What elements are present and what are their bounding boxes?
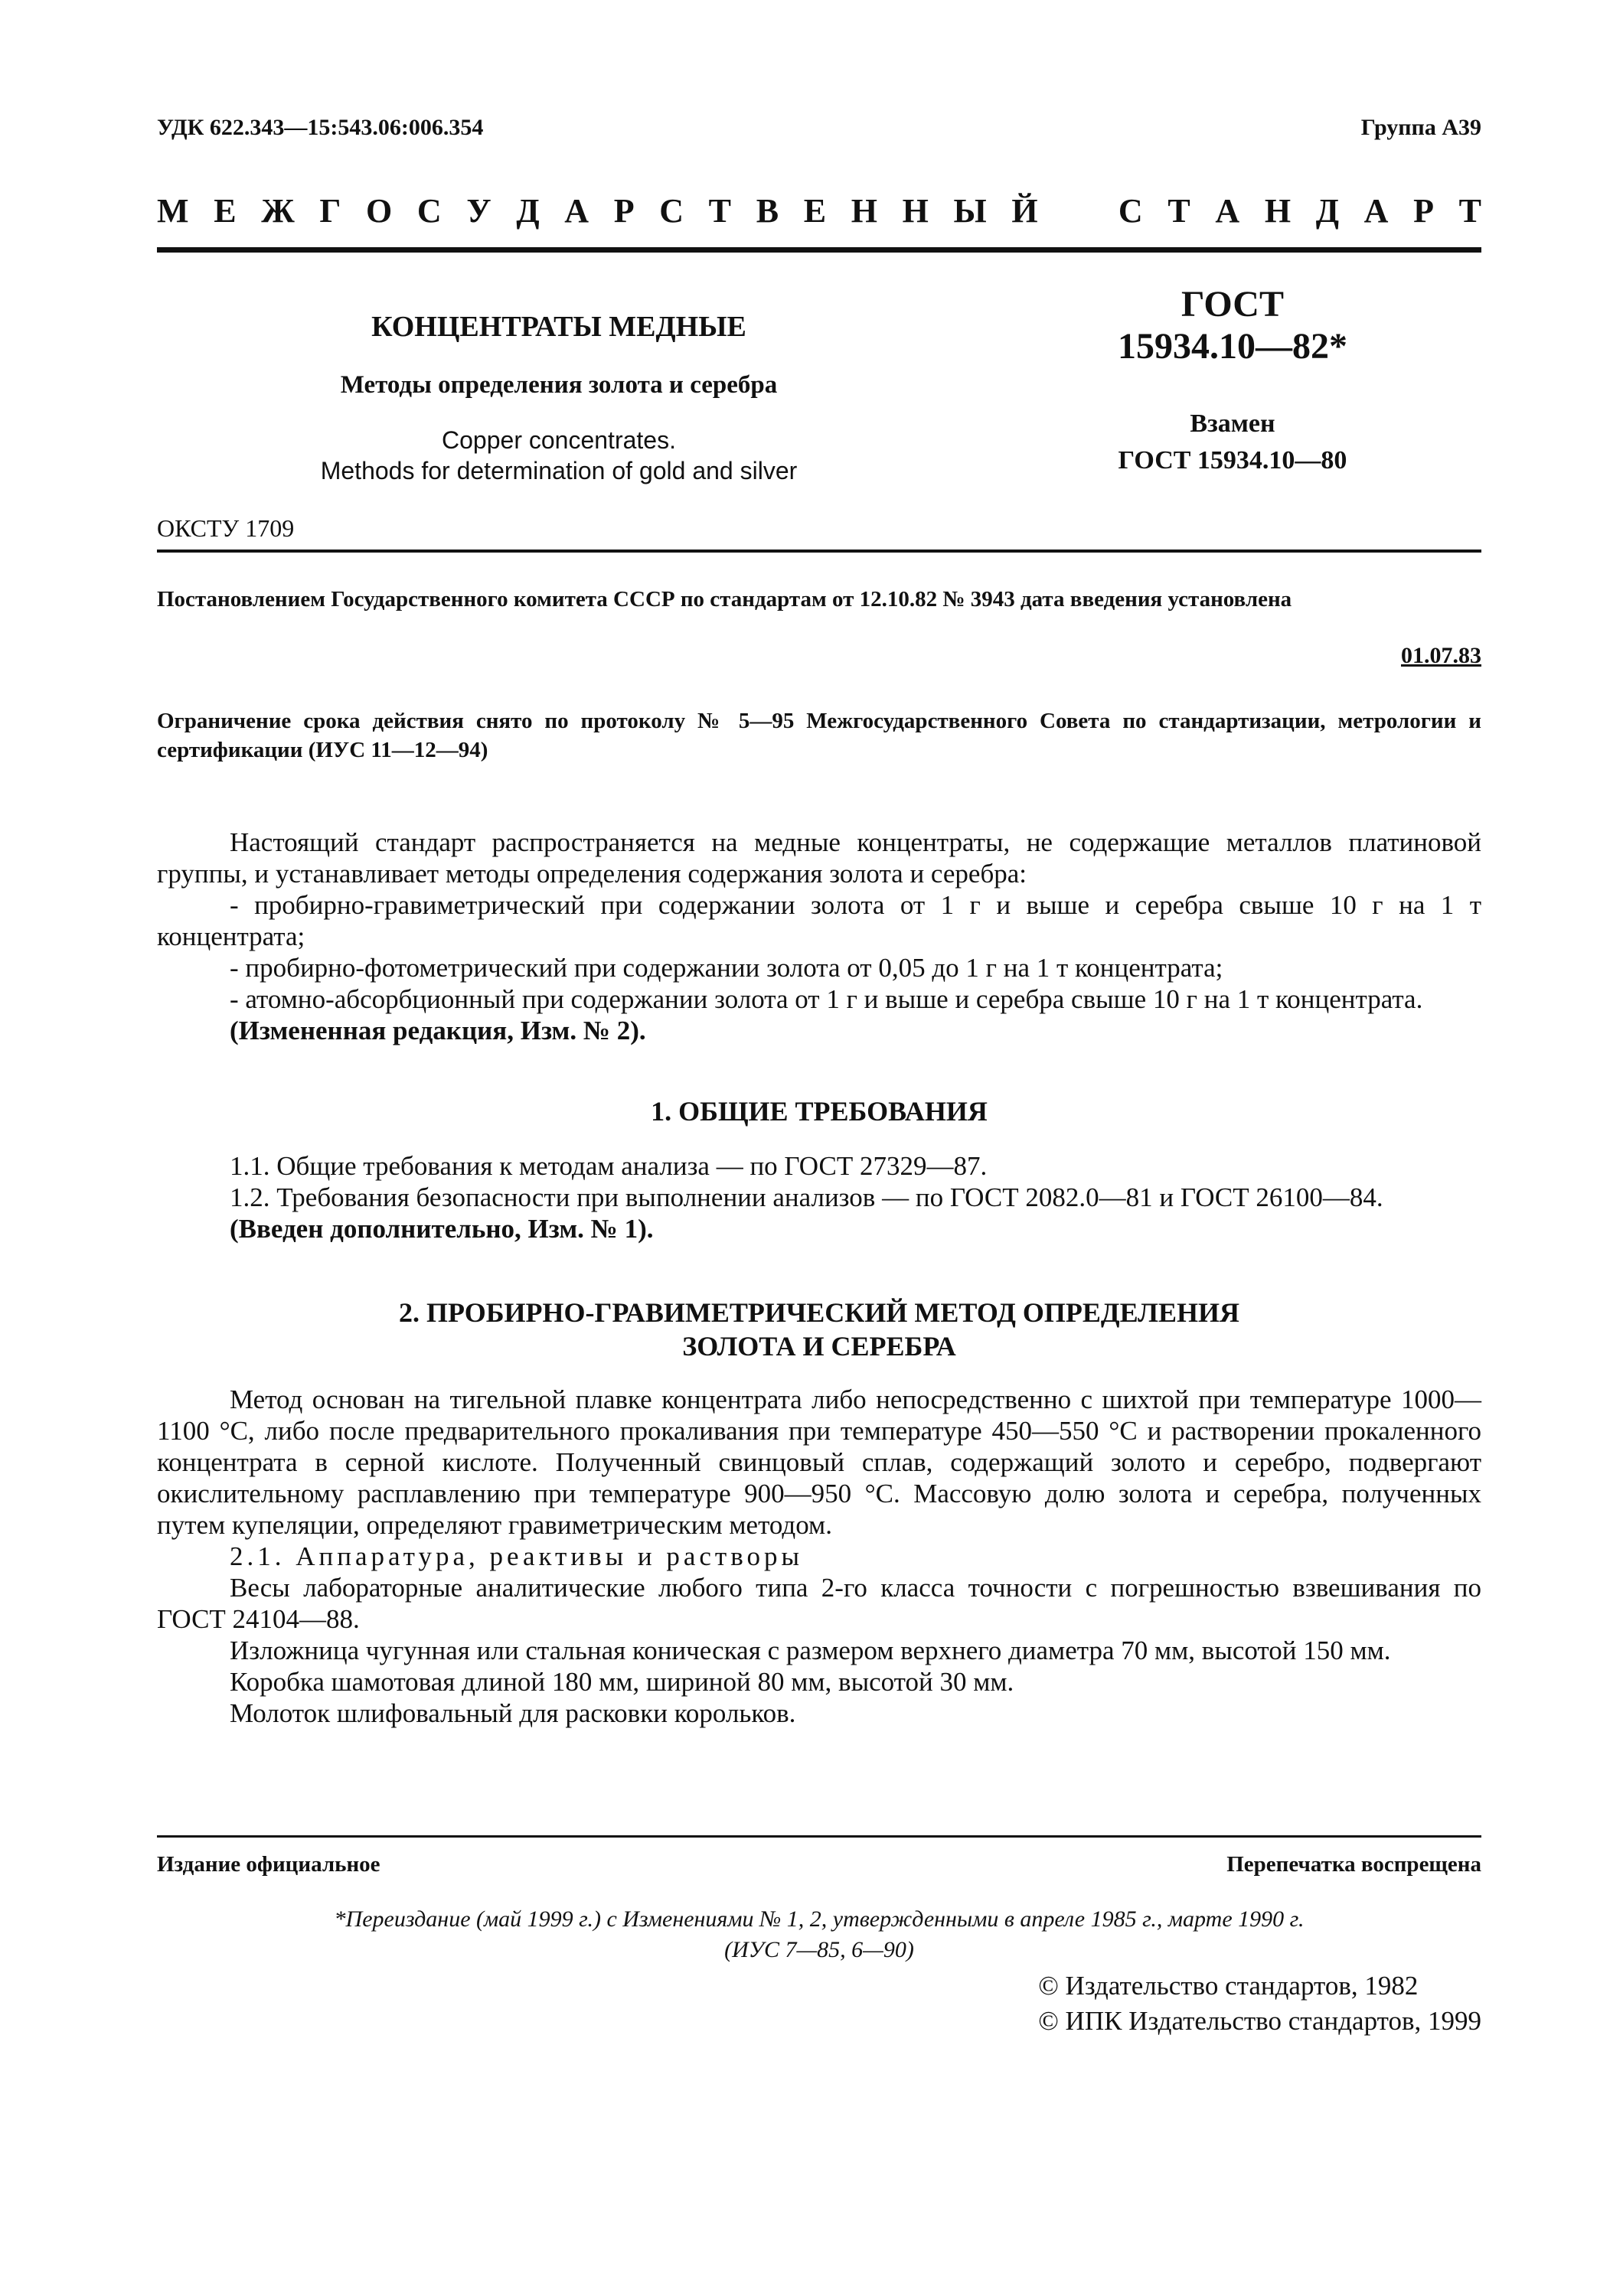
- section-2-body: [157, 1384, 1481, 1729]
- banner-letter: Р: [1413, 192, 1434, 230]
- official-edition-label: Издание официальное: [157, 1852, 380, 1877]
- introduction-date: 01.07.83: [1401, 643, 1481, 668]
- section-paragraph: Молоток шлифовальный для расковки корольков.: [230, 1698, 796, 1728]
- replaces-number: ГОСТ 15934.10—80: [1118, 446, 1347, 475]
- amendment-note: (Измененная редакция, Изм. № 2).: [230, 1016, 646, 1045]
- banner-letter: Е: [214, 192, 237, 230]
- decree-text: Постановлением Государственного комитета СССР по стандартам от 12.10.82 № 3943 дата введения установлена: [157, 587, 1292, 612]
- section-paragraph: 1.1. Общие требования к методам анализа — по ГОСТ 27329—87.: [230, 1151, 988, 1181]
- section-paragraph: Изложница чугунная или стальная коническая с размером верхнего диаметра 70 мм, высотой 150 мм.: [230, 1636, 1391, 1665]
- banner-letter: А: [1215, 192, 1240, 230]
- okstu-code: ОКСТУ 1709: [157, 514, 295, 542]
- banner-letter: Т: [1167, 192, 1190, 230]
- banner-letter: Г: [319, 192, 341, 230]
- gost-number-block: [988, 283, 1478, 367]
- copyright-line: © ИПК Издательство стандартов, 1999: [1038, 2006, 1481, 2036]
- section-1-body: [157, 1150, 1481, 1244]
- banner-gap: [1063, 191, 1093, 230]
- english-title: [157, 425, 961, 486]
- document-title: КОНЦЕНТРАТЫ МЕДНЫЕ: [371, 311, 746, 343]
- interstate-standard-banner: [157, 191, 1481, 230]
- gost-label: ГОСТ: [1181, 284, 1284, 325]
- udk-code: УДК 622.343—15:543.06:006.354: [157, 115, 484, 140]
- group-code: Группа А39: [1360, 115, 1481, 140]
- subsection-heading: 2.1. Аппаратура, реактивы и растворы: [230, 1541, 804, 1571]
- limitation-note: Ограничение срока действия снято по протоколу № 5—95 Межгосударственного Совета по стандартизации, метрологии и сертификации (ИУС 11—12—94): [157, 709, 1481, 762]
- footer-divider: [157, 1835, 1481, 1838]
- banner-letter: Н: [902, 192, 929, 230]
- banner-letter: Д: [1315, 192, 1339, 230]
- intro-paragraph: - атомно-абсорбционный при содержании золота от 1 г и выше и серебра свыше 10 г на 1 т концентрата.: [230, 984, 1423, 1014]
- reissue-line: (ИУС 7—85, 6—90): [724, 1937, 914, 1962]
- banner-letter: Н: [851, 192, 877, 230]
- reissue-note: [157, 1904, 1481, 1965]
- header-divider: [157, 247, 1481, 253]
- replaces-block: [988, 406, 1478, 479]
- amendment-note: (Введен дополнительно, Изм. № 1).: [230, 1214, 654, 1244]
- banner-letter: С: [416, 192, 442, 230]
- banner-letter: Д: [516, 192, 540, 230]
- reissue-line: *Переиздание (май 1999 г.) с Изменениями № 1, 2, утвержденными в апреле 1985 г., марте 1990 г.: [334, 1906, 1305, 1932]
- replaces-label: Взамен: [1190, 409, 1275, 438]
- section-paragraph: Коробка шамотовая длиной 180 мм, шириной 80 мм, высотой 30 мм.: [230, 1667, 1014, 1697]
- banner-letter: Н: [1264, 192, 1292, 230]
- banner-letter: А: [1363, 192, 1389, 230]
- section-2-heading-line: 2. ПРОБИРНО-ГРАВИМЕТРИЧЕСКИЙ МЕТОД ОПРЕДЕЛЕНИЯ: [398, 1297, 1240, 1328]
- document-subtitle: Методы определения золота и серебра: [340, 371, 778, 399]
- intro-paragraph: - пробирно-фотометрический при содержании золота от 0,05 до 1 г на 1 т концентрата;: [230, 953, 1223, 983]
- section-2-heading: [157, 1296, 1481, 1363]
- reprint-prohibited-label: Перепечатка воспрещена: [1226, 1852, 1481, 1877]
- banner-letter: Ж: [261, 192, 295, 230]
- okstu-divider: [157, 550, 1481, 553]
- banner-letter: Т: [1458, 192, 1481, 230]
- banner-letter: У: [466, 192, 491, 230]
- banner-letter: Т: [708, 192, 732, 230]
- intro-paragraph: Настоящий стандарт распространяется на медные концентраты, не содержащие металлов платиновой группы, и устанавливает методы определения содержания золота и серебра:: [157, 827, 1481, 889]
- banner-letter: М: [157, 192, 189, 230]
- section-paragraph: 1.2. Требования безопасности при выполнении анализов — по ГОСТ 2082.0—81 и ГОСТ 26100—84.: [230, 1182, 1383, 1212]
- banner-letter: В: [756, 192, 779, 230]
- banner-letter: Р: [613, 192, 635, 230]
- banner-letter: С: [1118, 192, 1143, 230]
- banner-letter: С: [659, 192, 684, 230]
- section-paragraph: Весы лабораторные аналитические любого типа 2-го класса точности с погрешностью взвешивания по ГОСТ 24104—88.: [157, 1573, 1481, 1634]
- banner-letter: Е: [803, 192, 827, 230]
- banner-letter: Й: [1011, 192, 1038, 230]
- intro-paragraph: - пробирно-гравиметрический при содержании золота от 1 г и выше и серебра свыше 10 г на 1 т концентрата;: [157, 890, 1481, 951]
- section-paragraph: Метод основан на тигельной плавке концентрата либо непосредственно с шихтой при температуре 1000—1100 °С, либо после предварительного прокаливания при температуре 450—550 °С и растворении прокаленного концентрата в серной кислоте. Полученный свинцовый сплав, содержащий золото и серебро, подвергают окислительному расплавлению при температуре 900—950 °С. Массовую долю золота и серебра, полученных путем купеляции, определяют гравиметрическим методом.: [157, 1384, 1481, 1540]
- gost-number: 15934.10—82*: [1118, 326, 1347, 367]
- copyright-block: [1038, 1968, 1481, 2039]
- introduction: [157, 827, 1481, 1046]
- banner-letter: Ы: [953, 192, 987, 230]
- banner-letter: А: [564, 192, 589, 230]
- section-1-heading: 1. ОБЩИЕ ТРЕБОВАНИЯ: [651, 1096, 988, 1127]
- section-2-heading-line: ЗОЛОТА И СЕРЕБРА: [682, 1331, 956, 1362]
- english-title-line: Copper concentrates.: [442, 426, 676, 454]
- copyright-line: © Издательство стандартов, 1982: [1038, 1971, 1419, 2001]
- banner-letter: О: [366, 192, 393, 230]
- english-title-line: Methods for determination of gold and silver: [320, 457, 798, 484]
